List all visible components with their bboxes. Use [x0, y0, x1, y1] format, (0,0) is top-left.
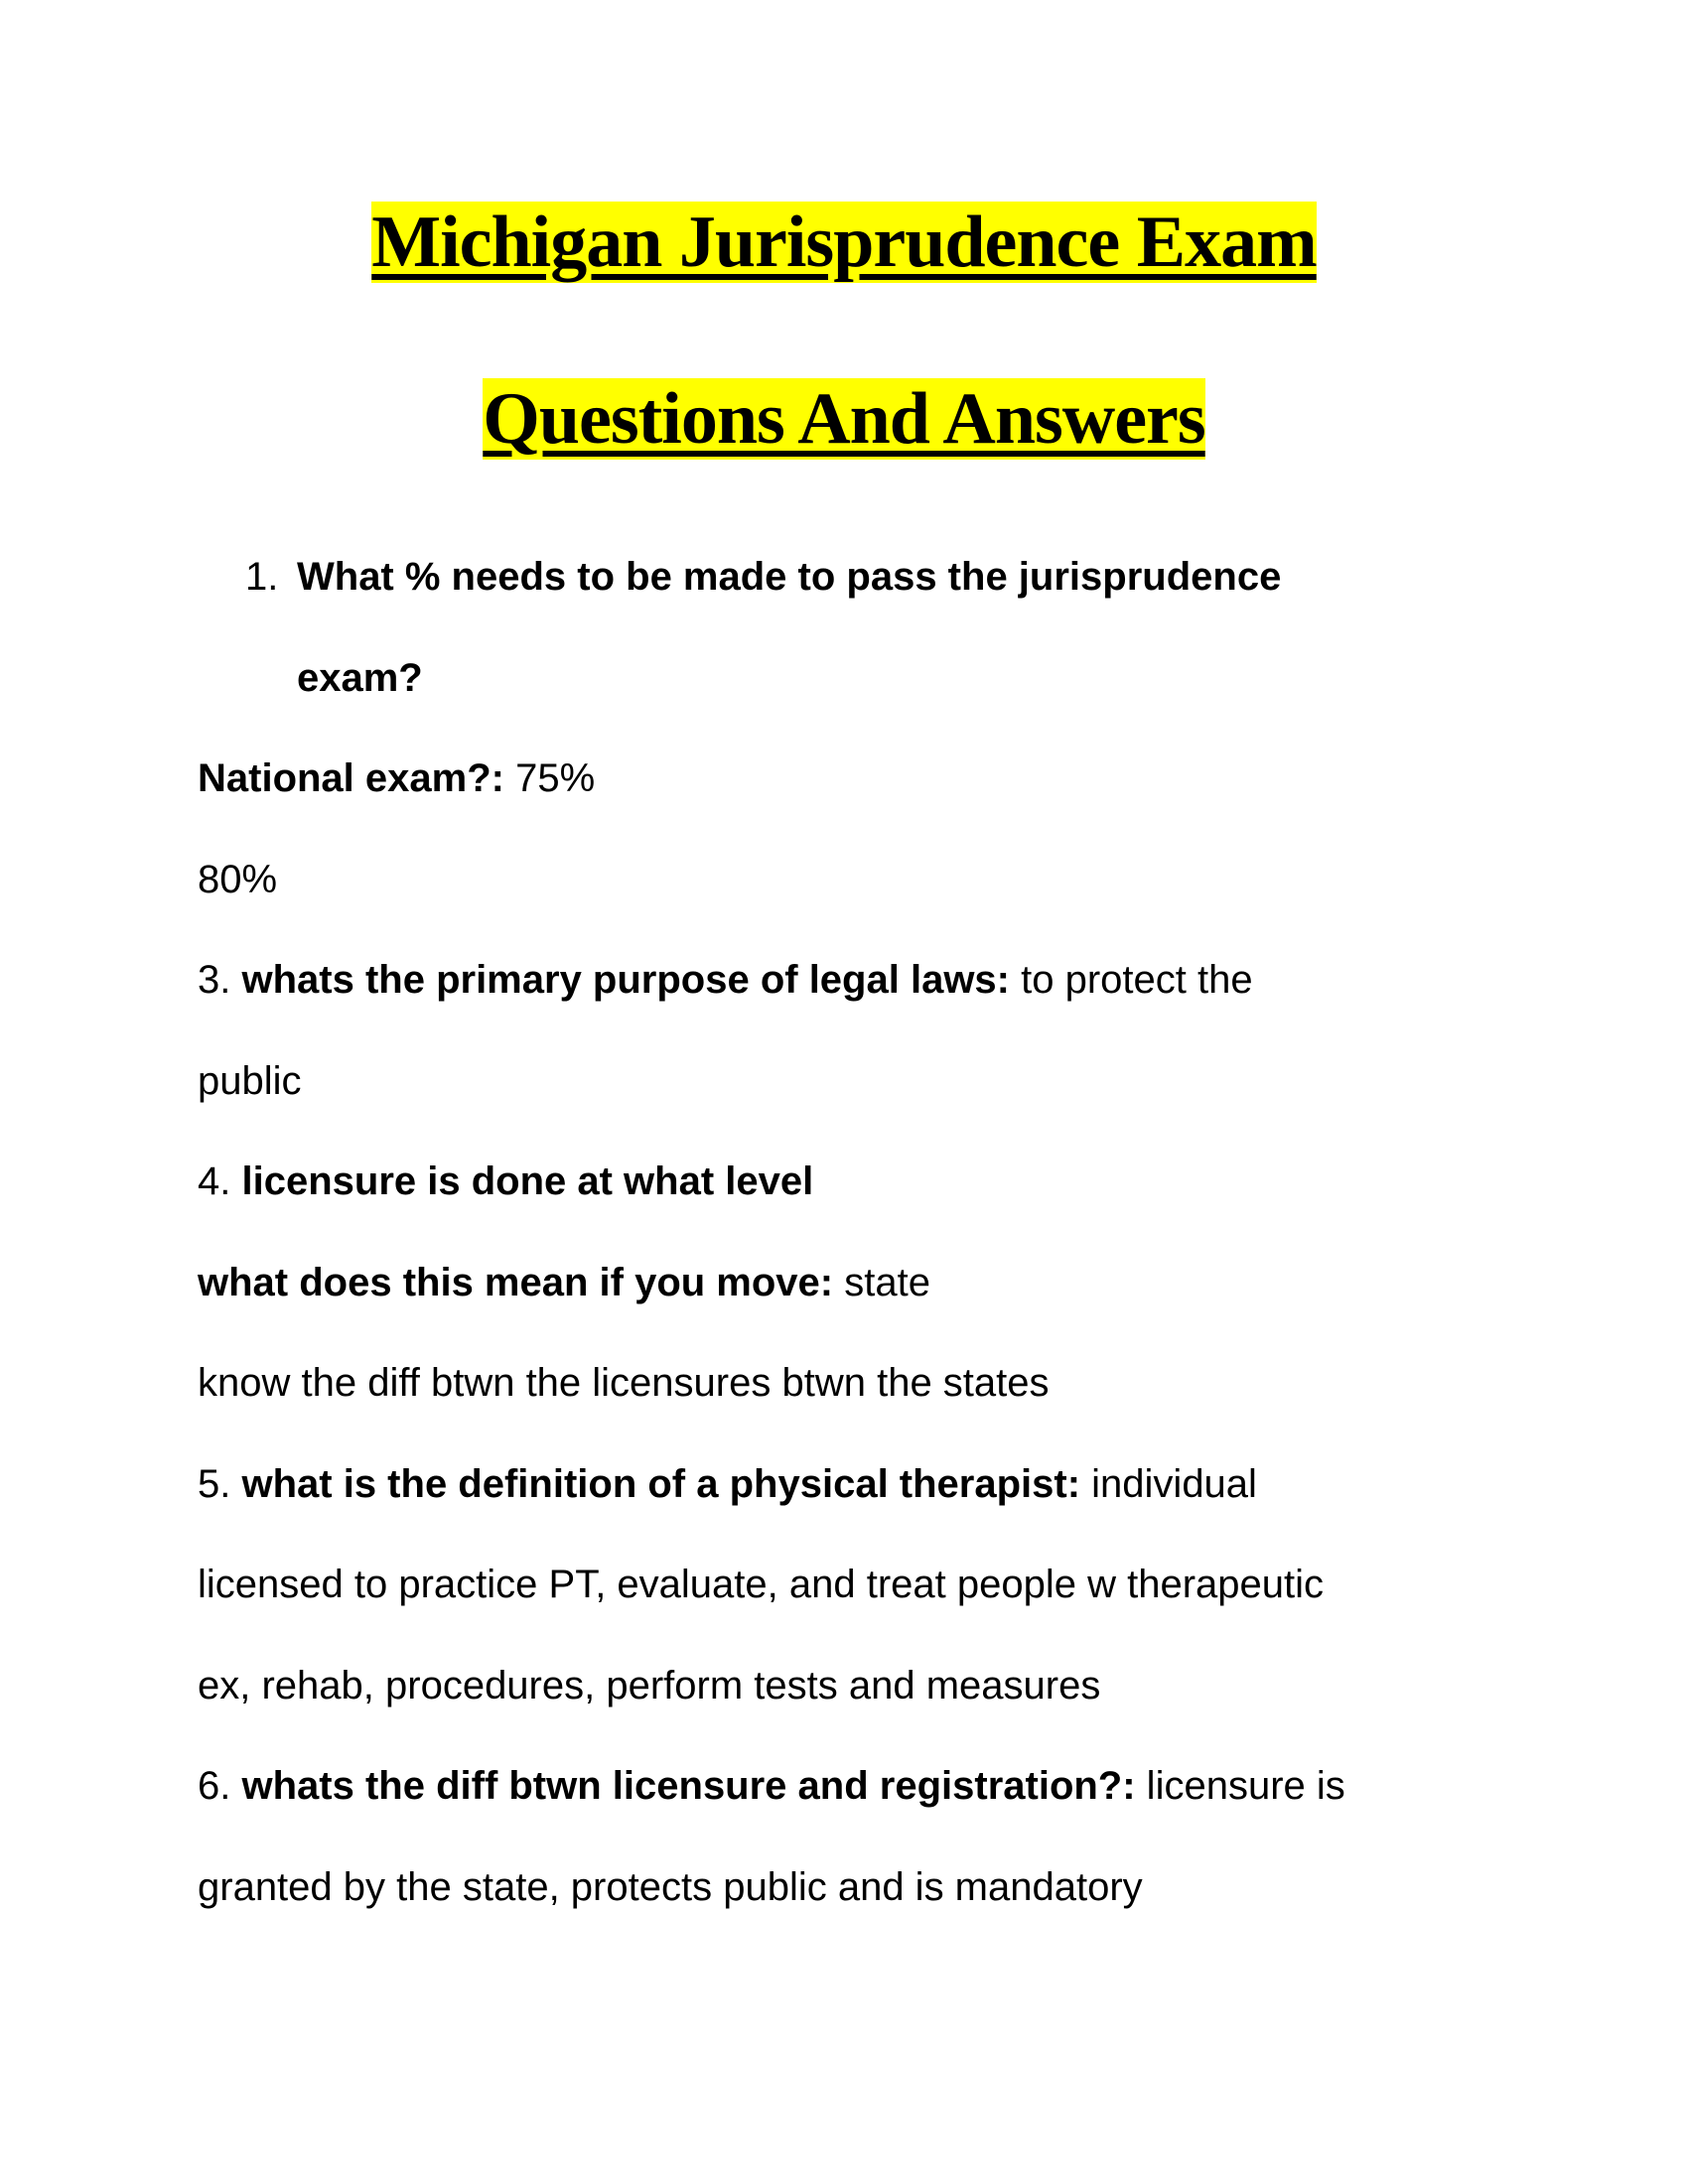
answer-text: licensure is	[1135, 1764, 1345, 1808]
item-number: 6.	[198, 1764, 242, 1808]
answer-text: 80%	[198, 857, 278, 901]
answer-5-cont	[198, 1535, 1508, 1636]
answer-text: know the diff btwn the licensures btwn the states	[198, 1361, 1050, 1405]
answer-text: licensed to practice PT, evaluate, and treat people w therapeutic	[198, 1563, 1325, 1606]
question-text: what is the definition of a physical therapist:	[241, 1461, 1081, 1506]
question-6	[198, 1736, 1508, 1838]
question-text: what does this mean if you move:	[198, 1260, 834, 1304]
question-text: licensure is done at what level	[241, 1160, 814, 1203]
title-text: Questions And Answers	[483, 378, 1205, 460]
answer-6-cont	[198, 1838, 1508, 1939]
question-text: National exam?:	[198, 756, 504, 800]
question-text: whats the primary purpose of legal laws:	[241, 958, 1010, 1002]
question-4-cont	[198, 1233, 1508, 1334]
question-2	[198, 729, 1508, 830]
answer-text: individual	[1080, 1461, 1257, 1506]
item-number: 3.	[198, 958, 242, 1002]
question-3	[198, 930, 1508, 1031]
item-number: 4.	[198, 1160, 242, 1203]
answer-text: state	[833, 1260, 930, 1304]
question-1	[198, 527, 1508, 628]
item-number: 5.	[198, 1461, 242, 1506]
answer-3-cont	[198, 1031, 1508, 1133]
qa-list	[198, 527, 1508, 1938]
title-text: Michigan Jurisprudence Exam	[371, 202, 1317, 283]
answer-2-cont	[198, 830, 1508, 931]
answer-4-cont	[198, 1333, 1508, 1434]
document-title-line-1	[0, 199, 1688, 286]
document-title-line-2	[0, 375, 1688, 463]
question-5	[198, 1434, 1508, 1536]
question-4	[198, 1132, 1508, 1233]
question-text: whats the diff btwn licensure and registration?:	[241, 1764, 1136, 1808]
question-1-cont	[198, 628, 1508, 730]
answer-5-cont	[198, 1636, 1508, 1737]
item-number: 1.	[245, 555, 279, 599]
answer-text: 75%	[503, 756, 596, 800]
answer-text: to protect the	[1010, 958, 1253, 1002]
question-text: What % needs to be made to pass the jurisprudence	[297, 555, 1282, 599]
answer-text: public	[198, 1058, 302, 1103]
answer-text: granted by the state, protects public and is mandatory	[198, 1864, 1143, 1909]
answer-text: ex, rehab, procedures, perform tests and measures	[198, 1663, 1101, 1707]
question-text: exam?	[297, 655, 423, 700]
